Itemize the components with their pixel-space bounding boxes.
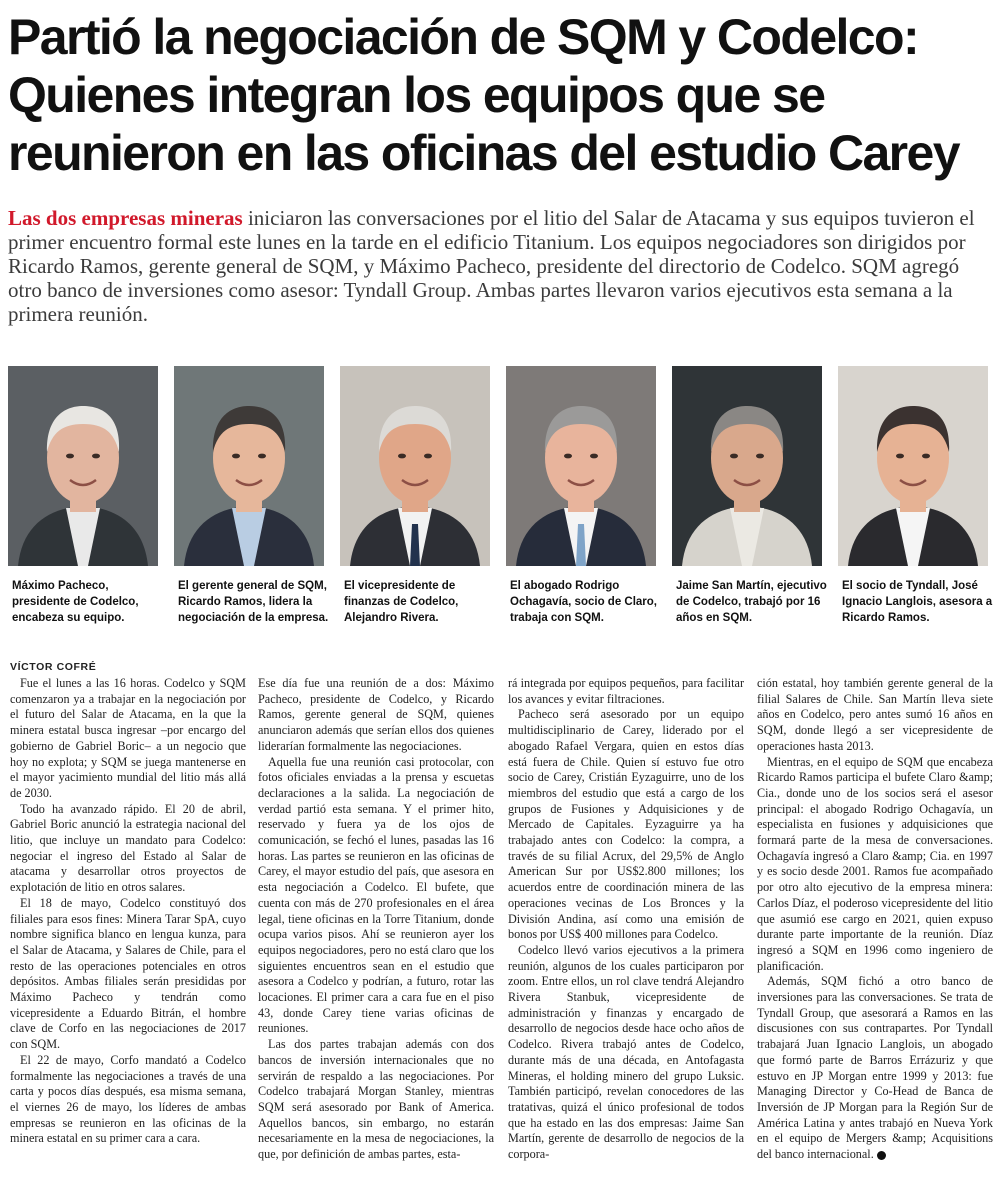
article-paragraph: Codelco llevó varios ejecutivos a la primera reunión, algunos de los cuales participaron por zoom. Entre ellos, un rol clave tendrá Alejandro Rivera Stanbuk, vicepresidente de administración y finanzas y encargado de desarrollo de negocios desde hace ocho años de Codelco. Rivera trabajó antes de Codelco, durante más de una década, en Antofagasta Mineras, el holding minero del grupo Luksic. También participó, revelan conocedores de las tratativas, quizá el único profesional de todos que ha estado en las dos empresas: Jaime San Martín, gerente de desarrollo de negocios de la corpora- [508, 942, 744, 1162]
photo-strip [8, 366, 992, 566]
article-column-3 [508, 676, 744, 1163]
portrait-photo [838, 366, 988, 566]
article-paragraph: Todo ha avanzado rápido. El 20 de abril, Gabriel Boric anunció la estrategia nacional del litio, que incluye un mandato para Codelco: negociar el ingreso del Estado al Salar de atacama y desarrollar otros proyectos de explotación de litio en otros salares. [10, 801, 246, 895]
portrait-photo [174, 366, 324, 566]
article-paragraph: Las dos partes trabajan además con dos bancos de inversión internacionales que no servirán de respaldo a las negociaciones. Por Codelco trabajará Morgan Stanley, mientras SQM será asesorado por Bank of America. Aquellos bancos, sin embargo, no estarán necesariamente en la mesa de negociaciones, la que, por definición de ambas partes, esta- [258, 1037, 494, 1162]
article-paragraph: El 18 de mayo, Codelco constituyó dos filiales para esos fines: Minera Tarar SpA, cuyo nombre significa blanco en lengua kunza, para el Salar de Atacama, y Salares de Chile, para el resto de las operaciones potenciales en otros depósitos. Ambas filiales serán presididas por Máximo Pacheco y tendrán como vicepresidente a Eduardo Bitrán, el hombre clave de Corfo en las negociaciones de 2017 con SQM. [10, 895, 246, 1052]
lead-text: iniciaron las conversaciones por el litio del Salar de Atacama y sus equipos tuvieron el primer encuentro formal este lunes en la tarde en el edificio Titanium. Los equipos negociadores son dirigidos por Ricardo Ramos, gerente general de SQM, y Máximo Pacheco, presidente del directorio de Codelco. SQM agregó otro banco de inversiones como asesor: Tyndall Group. Ambas partes llevaron varios ejecutivos esta semana a la primera reunión. [8, 206, 975, 326]
lead-paragraph [8, 206, 992, 326]
article-column-1 [10, 676, 246, 1147]
caption-strip [8, 578, 992, 638]
article-paragraph: El 22 de mayo, Corfo mandató a Codelco formalmente las negociaciones a través de una carta y pocos días después, esa misma semana, el viernes 26 de mayo, los líderes de ambas empresas se reunieron en las oficinas de la minera estatal en su primer cara a cara. [10, 1052, 246, 1146]
headline-line: Quienes integran los equipos que se [8, 67, 825, 123]
article-paragraph: Aquella fue una reunión casi protocolar, con fotos oficiales enviadas a la prensa y escuetas declaraciones a la salida. La negociación de verdad partió esta semana. Y el primer hito, reservado y fuera ya de los ojos de comunicación, se fechó el lunes, pasadas las 16 horas. Las partes se reunieron en las oficinas de Carey, el mayor estudio del país, que asesora en esta negociación a Codelco. El bufete, que cuenta con más de 270 profesionales en el área legal, tiene oficinas en la Torre Titanium, donde ocupa varios pisos. Ahí se reunieron ayer los equipos negociadores, pero no está claro que los siguientes encuentros sean en el estudio que asesora a Codelco y podrían, a futuro, rotar las locaciones. El primer cara a cara fue en el piso 43, donde Carey tiene varias oficinas de reuniones. [258, 754, 494, 1036]
article-paragraph: Pacheco será asesorado por un equipo multidisciplinario de Carey, liderado por el abogado Rafael Vergara, quien en estos días está fuera de Chile. Quien sí estuvo fue otro socio de Carey, Cristián Eyzaguirre, uno de los miembros del estudio que está a cargo de los grupos de Fusiones y Adquisiciones y de Mercado de Capitales. Eyzaguirre ya ha trabajado antes con Codelco: la compra, a través de su filial Acrux, del 29,5% de Anglo American Sur por US$2.800 millones; los acuerdos entre de coordinación minera de las operaciones vecinas de Los Bronces y la División Andina, así como una emisión de bonos por US$ 400 millones para Codelco. [508, 707, 744, 942]
portrait-photo [506, 366, 656, 566]
portrait-photo [672, 366, 822, 566]
portrait-photo [340, 366, 490, 566]
photo-caption: El socio de Tyndall, José Ignacio Langlois, asesora a Ricardo Ramos. [842, 580, 993, 624]
headline-line: reunieron en las oficinas del estudio Carey [8, 125, 959, 181]
photo-caption: Máximo Pacheco, presidente de Codelco, encabeza su equipo. [12, 580, 139, 624]
photo-caption: El abogado Rodrigo Ochagavía, socio de Claro, trabaja con SQM. [510, 580, 657, 624]
article-paragraph: ción estatal, hoy también gerente general de la filial Salares de Chile. San Martín lleva siete años en Codelco, pero antes sumó 16 años en SQM, donde llegó a ser vicepresidente de operaciones hasta 2013. [757, 676, 993, 753]
article-paragraph: Además, SQM fichó a otro banco de inversiones para las conversaciones. Se trata de Tyndall Group, que asesorará a Ramos en las discusiones con sus contrapartes. Por Tyndall trabajará Juan Ignacio Langlois, un abogado que formó parte de Barros Errázuriz y que estuvo en JP Morgan entre 1999 y 2013: fue Managing Director y Co-Head de Banca de Inversión de JP Morgan para la Región Sur de América Latina y antes trabajó en Nueva York en el equipo de Mergers &amp; Acquisitions del banco internacional. [757, 974, 993, 1162]
portrait-photo [8, 366, 158, 566]
article-paragraph: rá integrada por equipos pequeños, para facilitar los avances y evitar filtraciones. [508, 676, 744, 706]
headline-line: Partió la negociación de SQM y Codelco: [8, 9, 919, 65]
headline [8, 8, 992, 182]
article-paragraph: Ese día fue una reunión de a dos: Máximo Pacheco, presidente de Codelco, y Ricardo Ramos, gerente general de SQM, quienes anunciaron además que serían ellos dos quienes liderarían formalmente las negociaciones. [258, 676, 494, 753]
photo-caption: El gerente general de SQM, Ricardo Ramos, lidera la negociación de la empresa. [178, 580, 329, 624]
photo-caption: El vicepresidente de finanzas de Codelco, Alejandro Rivera. [344, 580, 459, 624]
article-column-2 [258, 676, 494, 1163]
photo-caption: Jaime San Martín, ejecutivo de Codelco, trabajó por 16 años en SQM. [676, 580, 827, 624]
byline: VÍCTOR COFRÉ [10, 661, 97, 673]
end-mark-icon [877, 1151, 886, 1160]
article-paragraph: Fue el lunes a las 16 horas. Codelco y SQM comenzaron ya a trabajar en la negociación por el futuro del Salar de Atacama, en la que la minera estatal busca ingresar –por encargo del gobierno de Gabriel Boric– a un negocio que hoy no explota; y SQM se juega mantenerse en el mayor yacimiento mundial del litio más allá de 2030. [10, 676, 246, 800]
article-paragraph: Mientras, en el equipo de SQM que encabeza Ricardo Ramos participa el bufete Claro &amp; Cia., donde uno de los socios será el asesor principal: el abogado Rodrigo Ochagavía, un especialista en fusiones y adquisiciones que formará parte de la mesa de conversaciones. Ochagavía ingresó a Claro &amp; Cia. en 1997 y es socio desde 2001. Ramos fue acompañado por otro alto ejecutivo de la empresa minera: Carlos Díaz, el poderoso vicepresidente del litio que asumió ese cargo en 2021, quien expuso durante parte importante de la reunión. Díaz ingresó a SQM en 1996 como ingeniero de planificación. [757, 754, 993, 973]
lead-highlight: Las dos empresas mineras [8, 206, 243, 230]
article-column-4 [757, 676, 993, 1163]
